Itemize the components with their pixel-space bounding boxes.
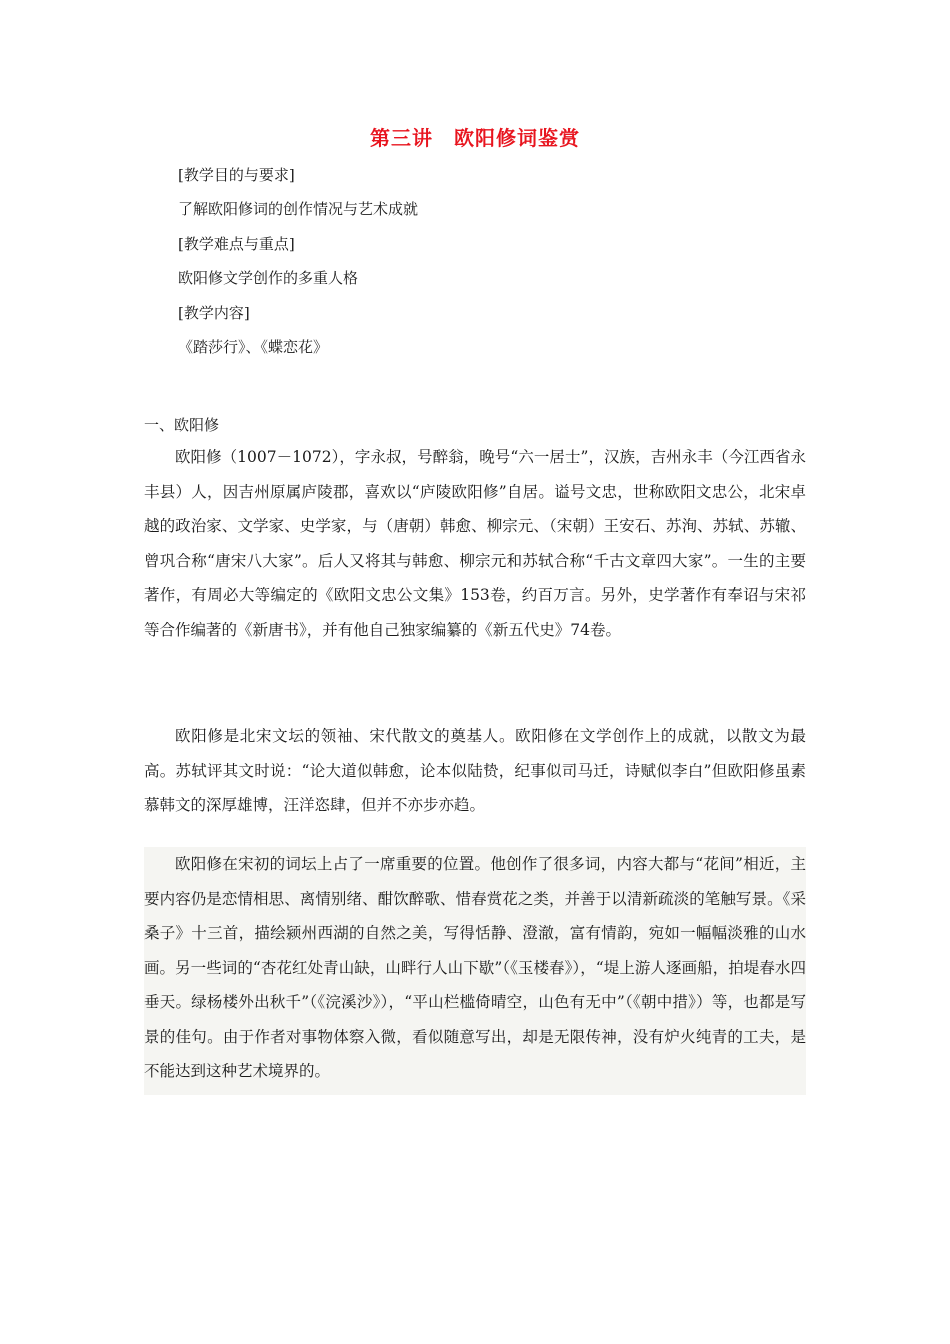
meta-line-keypoints: 欧阳修文学创作的多重人格 bbox=[178, 269, 359, 288]
paragraph-biography: 欧阳修（1007－1072），字永叔，号醉翁，晚号“六一居士”，汉族，吉州永丰（今江西省永丰县）人，因吉州原属庐陵郡，喜欢以“庐陵欧阳修”自居。谥号文忠，世称欧阳文忠公，北宋卓越的政治家、文学家、史学家，与（唐朝）韩愈、柳宗元、（宋朝）王安石、苏洵、苏轼、苏辙、曾巩合称“唐宋八大家”。后人又将其与韩愈、柳宗元和苏轼合称“千古文章四大家”。一生的主要著作，有周必大等编定的《欧阳文忠公文集》153卷，约百万言。另外，史学著作有奉诏与宋祁等合作编著的《新唐书》，并有他自己独家编纂的《新五代史》74卷。 bbox=[144, 448, 806, 639]
meta-line-keypoints-label: [教学难点与重点] bbox=[178, 234, 295, 253]
paragraph-ci-poetry: 欧阳修在宋初的词坛上占了一席重要的位置。他创作了很多词，内容大都与“花间”相近，主要内容仍是恋情相思、离情别绪、酣饮醉歌、惜春赏花之类，并善于以清新疏淡的笔触写景。《采桑子》十三首，描绘颍州西湖的自然之美，写得恬静、澄澈，富有情韵，宛如一幅幅淡雅的山水画。另一些词的“杏花红处青山缺，山畔行人山下歇”（《玉楼春》），“堤上游人逐画船，拍堤春水四垂天。绿杨楼外出秋千”（《浣溪沙》），“平山栏槛倚晴空，山色有无中”（《朝中措》）等，也都是写景的佳句。由于作者对事物体察入微，看似随意写出，却是无限传神，没有炉火纯青的工夫，是不能达到这种艺术境界的。 bbox=[144, 847, 806, 1095]
meta-line-content-label: [教学内容] bbox=[178, 303, 250, 322]
meta-line-objectives: 了解欧阳修词的创作情况与艺术成就 bbox=[178, 200, 419, 219]
meta-line-objectives-label: [教学目的与要求] bbox=[178, 166, 295, 184]
section-heading: 一、欧阳修 bbox=[144, 416, 220, 434]
page-title: 第三讲 欧阳修词鉴赏 bbox=[370, 126, 580, 150]
paragraph-prose: 欧阳修是北宋文坛的领袖、宋代散文的奠基人。欧阳修在文学创作上的成就，以散文为最高。苏轼评其文时说：“论大道似韩愈，论本似陆贽，纪事似司马迁，诗赋似李白”但欧阳修虽素慕韩文的深厚雄博，汪洋恣肆，但并不亦步亦趋。 bbox=[144, 727, 806, 814]
lesson-meta bbox=[178, 158, 778, 364]
meta-line-content: 《踏莎行》、《蝶恋花》 bbox=[178, 337, 329, 356]
